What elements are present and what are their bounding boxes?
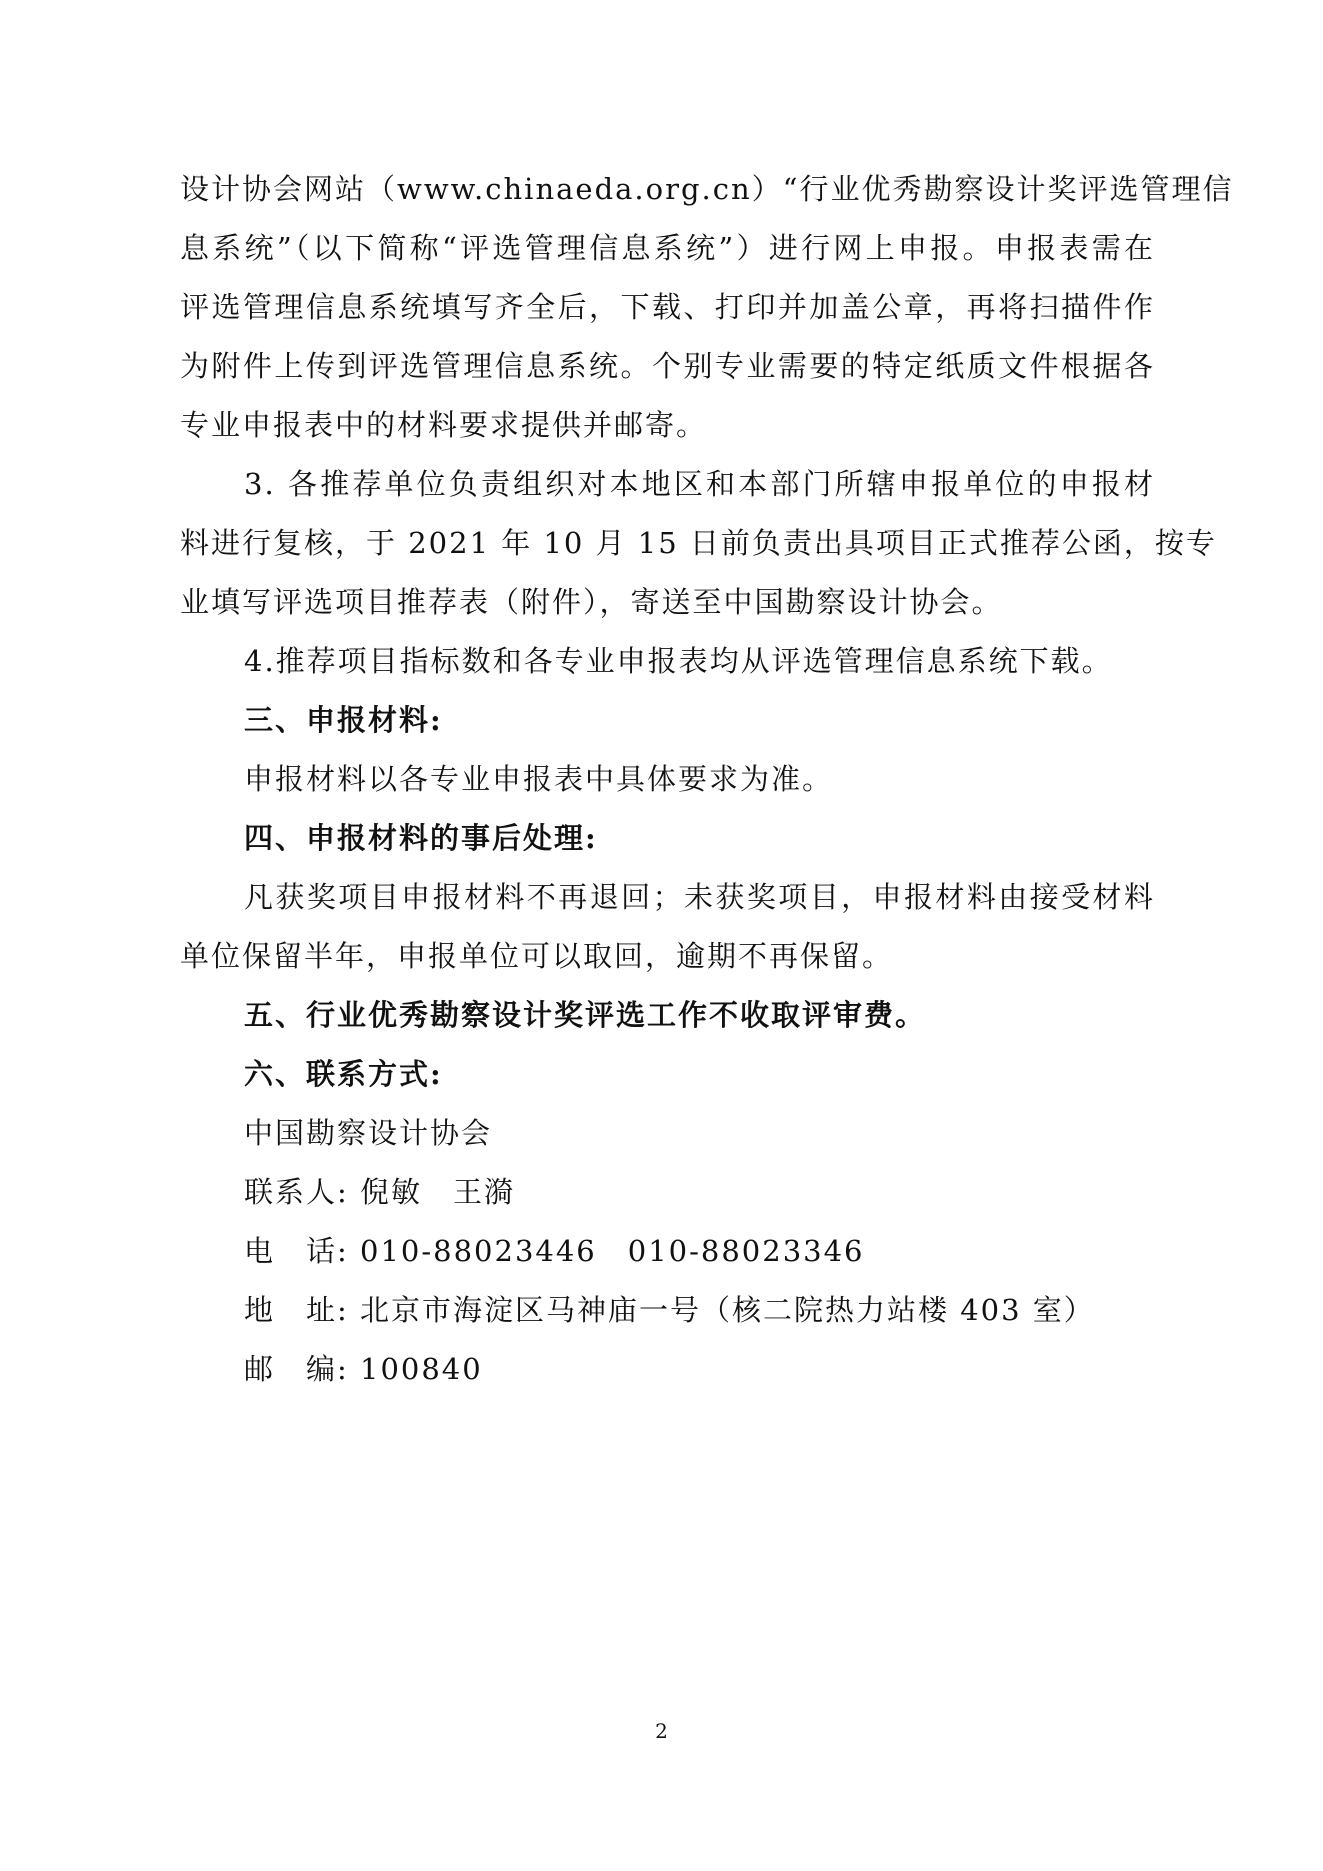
- paragraph-line: 专业申报表中的材料要求提供并邮寄。: [180, 408, 708, 442]
- section-heading: 三、申报材料:: [244, 703, 443, 737]
- paragraph-line: 评选管理信息系统填写齐全后，下载、打印并加盖公章，再将扫描件作: [180, 290, 1155, 324]
- section-heading: 四、申报材料的事后处理:: [244, 821, 598, 855]
- contact-person-row: [244, 1173, 515, 1211]
- page-number: 2: [655, 1719, 668, 1743]
- paragraph-line: 业填写评选项目推荐表（附件），寄送至中国勘察设计协会。: [180, 585, 1003, 619]
- paragraph-line: 申报材料以各专业申报表中具体要求为准。: [244, 762, 834, 796]
- paragraph-line: 3. 各推荐单位负责组织对本地区和本部门所辖申报单位的申报材: [244, 467, 1155, 501]
- paragraph-line: 单位保留半年，申报单位可以取回，逾期不再保留。: [180, 939, 894, 973]
- contact-phone-row: [244, 1232, 865, 1270]
- contact-address-label: 地 址:: [244, 1293, 349, 1327]
- contact-person-label: 联系人:: [244, 1175, 349, 1209]
- contact-postcode-row: [244, 1350, 483, 1388]
- contact-postcode: 100840: [360, 1352, 483, 1386]
- contact-organization: 中国勘察设计协会: [244, 1116, 493, 1150]
- section-heading: 六、联系方式:: [244, 1057, 443, 1091]
- paragraph-line: 设计协会网站（www.chinaeda.org.cn）“行业优秀勘察设计奖评选管理信: [180, 172, 1234, 206]
- paragraph-line: 为附件上传到评选管理信息系统。个别专业需要的特定纸质文件根据各: [180, 349, 1155, 383]
- contact-phones: 010-88023446 010-88023346: [360, 1234, 865, 1268]
- contact-phone-label: 电 话:: [244, 1234, 349, 1268]
- contact-postcode-label: 邮 编:: [244, 1352, 349, 1386]
- section-heading: 五、行业优秀勘察设计奖评选工作不收取评审费。: [244, 998, 927, 1032]
- contact-address: 北京市海淀区马神庙一号（核二院热力站楼 403 室）: [360, 1293, 1095, 1327]
- paragraph-line: 4.推荐项目指标数和各专业申报表均从评选管理信息系统下载。: [244, 644, 1113, 678]
- contact-address-row: [244, 1291, 1095, 1329]
- paragraph-line: 息系统”（以下简称“评选管理信息系统”）进行网上申报。申报表需在: [180, 231, 1155, 265]
- paragraph-line: 凡获奖项目申报材料不再退回；未获奖项目，申报材料由接受材料: [244, 880, 1155, 914]
- contact-persons: 倪敏 王漪: [360, 1175, 516, 1209]
- paragraph-line: 料进行复核，于 2021 年 10 月 15 日前负责出具项目正式推荐公函，按专: [180, 526, 1217, 560]
